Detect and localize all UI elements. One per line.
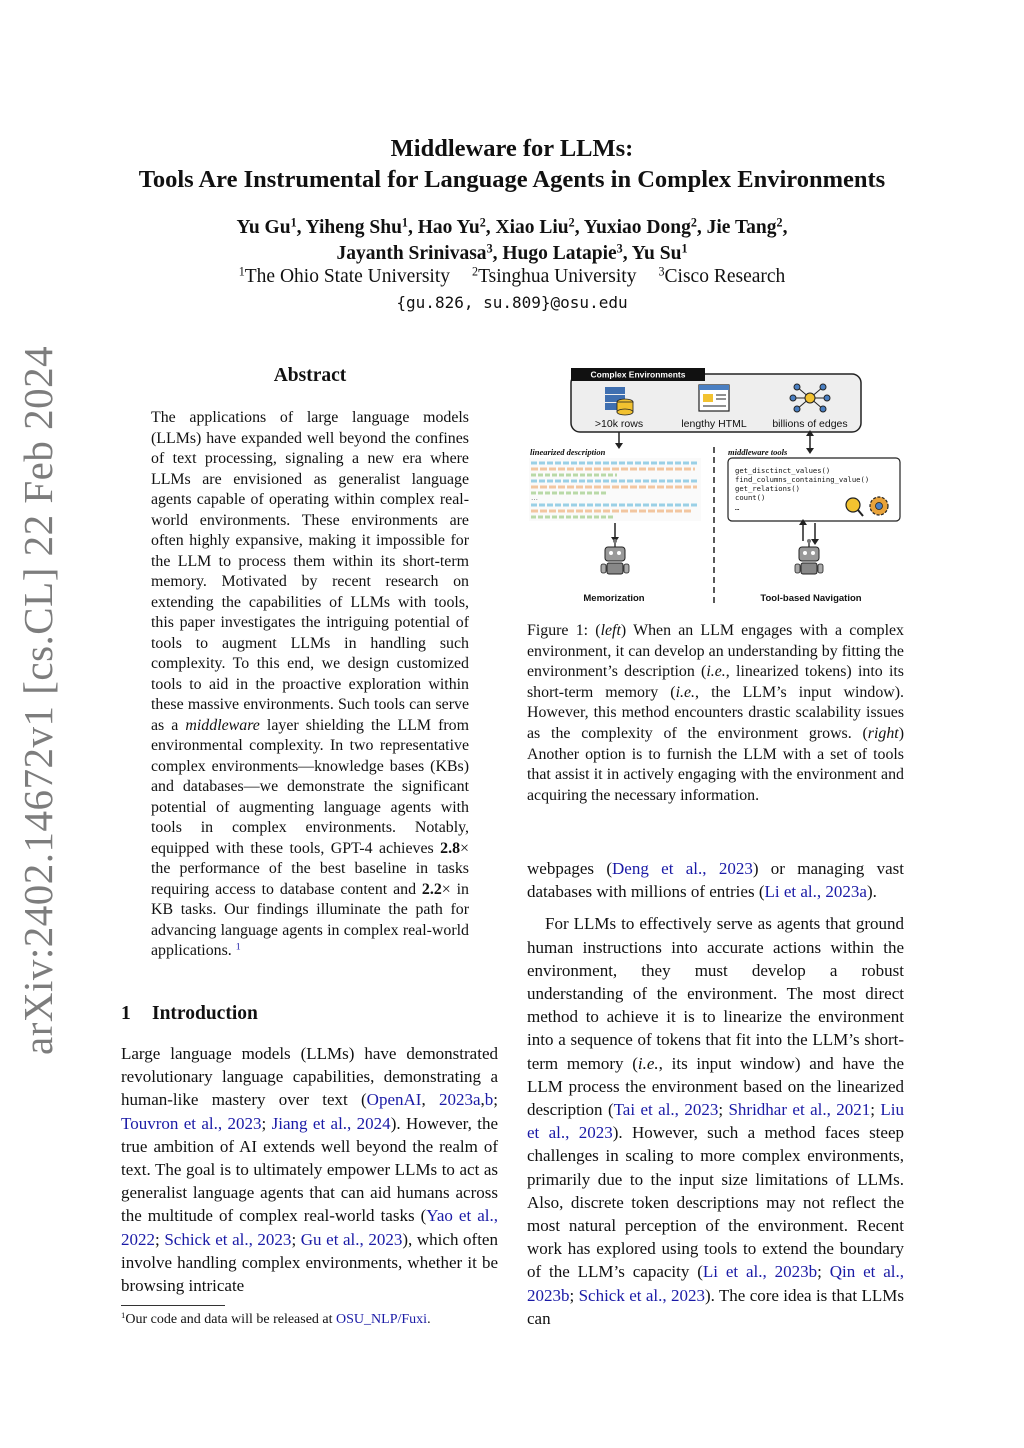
author-affil-mark: 2 [690,215,697,230]
author-sep: , [485,217,496,238]
text-run: Large language models (LLMs) have demonstrated revolutionary language capabilities, demonstrating a human-like mastery over text ( [121,1044,498,1110]
affil-name: Cisco Research [664,266,786,287]
text-run: , [480,1090,485,1110]
code-link[interactable]: OSU_NLP/Fuxi [336,1312,428,1327]
author-sep: , [492,243,503,264]
intro-paragraph [527,857,904,903]
author-name: Hugo Latapie [502,243,617,264]
tool-item: … [735,503,740,512]
author-name: Yiheng Shu [305,217,402,238]
author-affil-mark: 2 [479,215,486,230]
abstract-part: The applications of large language models (LLMs) have expanded well beyond the confines of text processing, signaling a new era where LLMs are envisioned as generalist language agents capable of operating within complex real-world environments. These environments are often highly expansive, making it impossible for the LLM to process them within its short-term memory. Motivated by recent research on extending the capabilities of LLMs with tools, this paper investigates the intriguing potential of tools to augment LLMs in handling such complexity. To this end, we design customized tools to aid in the proactive exploration within these massive environments. Such tools can serve as a [151,409,469,734]
caption-run: , linearized tokens) into its short-term memory ( [527,663,904,701]
author-name: Yu Gu [236,217,291,238]
env-item-rows: >10k rows [594,418,644,430]
caption-emphasis: right [867,724,899,742]
abstract-stat: 2.2 [421,880,442,898]
citation-link[interactable]: Deng et al., 2023 [612,859,753,878]
title-line-2: Tools Are Instrumental for Language Agents in Complex Environments [138,166,886,193]
text-run: ). The core idea is that LLMs can [527,1285,904,1328]
caption-run: ) Another option is to furnish the LLM with a set of tools that assist it in actively engaging with the environment and acquiring the necessary information. [527,724,904,804]
author-sep: , [782,217,788,238]
author-sep: , [622,243,632,264]
text-run: ). [866,882,877,902]
citation-link[interactable]: Li et al., 2023a [764,882,867,902]
tool-item: get_disctinct_values() [735,466,831,475]
affil-mark: 1 [238,264,245,279]
author-line-1 [0,215,1024,241]
abstract-part: × in KB tasks. Our findings illuminate the path for advancing language agents in complex real-world applications. [151,880,469,959]
text-run: ; [870,1100,881,1120]
abstract-emphasis: middleware [185,716,260,734]
text-run: ; [817,1262,830,1282]
author-affil-mark: 3 [486,241,493,256]
abstract-text [151,408,469,962]
section-number: 1 [121,1003,131,1024]
memorization-label: Memorization [583,593,645,604]
robot-icon [601,539,629,574]
author-email[interactable]: {gu.826, su.809}@osu.edu [396,293,628,312]
author-name: Hao Yu [417,217,480,238]
citation-link[interactable]: OpenAI [366,1090,422,1110]
author-affil-mark: 1 [401,215,408,230]
author-sep: , [407,217,418,238]
caption-emphasis: i.e. [706,663,726,681]
affil-mark: 3 [658,264,665,279]
tool-item: count() [735,493,766,502]
footnote-divider [121,1305,225,1306]
gear-tool-icon [870,497,888,515]
affil-name: The Ohio State University [244,266,451,287]
section-title: Introduction [152,1003,258,1024]
abstract-part: layer shielding the LLM from environmental complexity. In two representative complex environments—knowledge bases (KBs) and databases—we demonstrate the significant potential of augmenting language agents with tools in complex environments. Notably, equipped with these tools, GPT-4 achieves [151,716,469,857]
text-run: For LLMs to effectively serve as agents that ground human instructions into accurate actions within the environment, they must develop a robust understanding of the environment. The most direct method to achieve it is to linearize the environment into a sequence of tokens that fit into the LLM’s short-term memory ( [527,914,904,1073]
text-run: , its input window) and have the LLM process the environment based on the linearized description ( [527,1053,905,1120]
citation-link[interactable]: Li et al., 2023b [702,1262,818,1282]
section-heading-introduction [121,1003,258,1025]
footnote-text: Our code and data will be released at [125,1312,337,1327]
caption-run: Figure 1: ( [527,622,601,639]
html-page-icon [699,385,729,411]
affil-mark: 2 [472,264,479,279]
figure-diagram [527,365,907,610]
citation-link[interactable]: Schick et al., 2023 [578,1285,705,1305]
linearized-description-label: linearized description [530,447,606,457]
linearized-token-block [529,458,701,521]
text-emphasis: i.e. [637,1053,659,1073]
caption-emphasis: i.e. [675,683,696,701]
author-name: Jie Tang [706,217,777,238]
middleware-tools-label: middleware tools [728,447,788,457]
author-sep: , [574,217,584,238]
author-name: Xiao Liu [495,217,569,238]
citation-link[interactable]: Tai et al., 2023 [613,1100,719,1120]
author-name: Yu Su [631,243,682,264]
text-run: ; [155,1229,165,1249]
figure-caption [527,621,904,806]
text-run: ) or managing vast databases with millions of entries ( [527,859,904,902]
text-run: ; [261,1113,272,1133]
citation-link[interactable]: Schick et al., 2023 [164,1229,292,1249]
text-run: ). However, such a method faces steep challenges in scaling to more complex environments, primarily due to the input size limitations of LLMs. Also, discrete token descriptions may not reflect the most natural perception of the environment. Recent work has explored using tools to extend the boundary of the LLM’s capacity ( [527,1123,904,1282]
text-run: ; [569,1285,579,1305]
caption-run: ) When an LLM engages with a complex environment, it can develop an understanding by fitting the environment’s description ( [527,622,904,681]
env-item-edges: billions of edges [772,418,848,430]
author-affil-mark: 2 [568,215,575,230]
author-name: Yuxiao Dong [583,217,691,238]
title-line-1: Middleware for LLMs: [390,135,634,162]
citation-link[interactable]: Shridhar et al., 2021 [728,1100,871,1120]
paper-title [0,133,1024,195]
citation-link[interactable]: Touvron et al., 2023 [121,1113,262,1133]
caption-run: , the LLM’s input window). However, this method encounters drastic scalability issues as the complexity of the environment grows. ( [527,683,904,742]
author-name: Jayanth Srinivasa [336,243,487,264]
author-affil-mark: 1 [290,215,297,230]
tool-item: find_columns_containing_value() [735,475,870,484]
affiliations [0,264,1024,290]
abstract-heading: Abstract [273,365,347,386]
text-run: , [421,1090,439,1110]
citation-link[interactable]: Qin et al., 2023b [527,1262,904,1305]
footnote-mark: 1 [121,1310,126,1321]
text-run: webpages ( [527,859,613,878]
abstract-stat: 2.8 [440,839,461,857]
caption-emphasis: left [600,622,621,639]
abstract-part: × the performance of the best baseline in tasks requiring access to database content and [151,839,469,898]
footnote [121,1311,501,1329]
citation-link[interactable]: Jiang et al., 2024 [271,1113,391,1133]
citation-link[interactable]: Gu et al., 2023 [300,1229,403,1249]
author-list [0,215,1024,267]
text-run: ; [493,1090,498,1110]
robot-icon [795,539,823,574]
author-affil-mark: 2 [776,215,783,230]
svg-text:…: … [531,494,538,502]
arxiv-stamp: arXiv:2402.14672v1 [cs.CL] 22 Feb 2024 [15,345,61,1055]
text-run: ; [718,1100,729,1120]
figure-1 [527,365,907,610]
footnote-link[interactable]: 1 [235,941,241,953]
citation-link[interactable]: Liu et al., 2023 [527,1100,904,1143]
citation-link[interactable]: Yao et al., 2022 [121,1206,498,1249]
author-affil-mark: 3 [616,241,623,256]
environment-title: Complex Environments [590,369,686,380]
intro-right-column [527,857,904,1330]
author-sep: , [296,217,306,238]
text-run: ; [291,1229,301,1249]
citation-link[interactable]: b [484,1090,494,1110]
tool-item: get_relations() [735,484,800,493]
citation-link[interactable]: 2023a [438,1090,481,1110]
intro-paragraph [527,912,904,1330]
env-item-html: lengthy HTML [681,418,747,430]
footnote-text: . [427,1312,431,1327]
author-sep: , [696,217,707,238]
author-affil-mark: 1 [681,241,688,256]
intro-paragraph [121,1042,498,1297]
tool-navigation-label: Tool-based Navigation [760,593,862,604]
affil-name: Tsinghua University [478,266,637,287]
text-run: ). However, the true ambition of AI extends well beyond the realm of text. The goal is to ultimately empower LLMs to act as generalist language agents that can aid humans across the multitude of complex real-world tasks ( [121,1113,498,1226]
text-run: ), which often involve handling complex environments, whether it be browsing intricate [121,1229,498,1296]
